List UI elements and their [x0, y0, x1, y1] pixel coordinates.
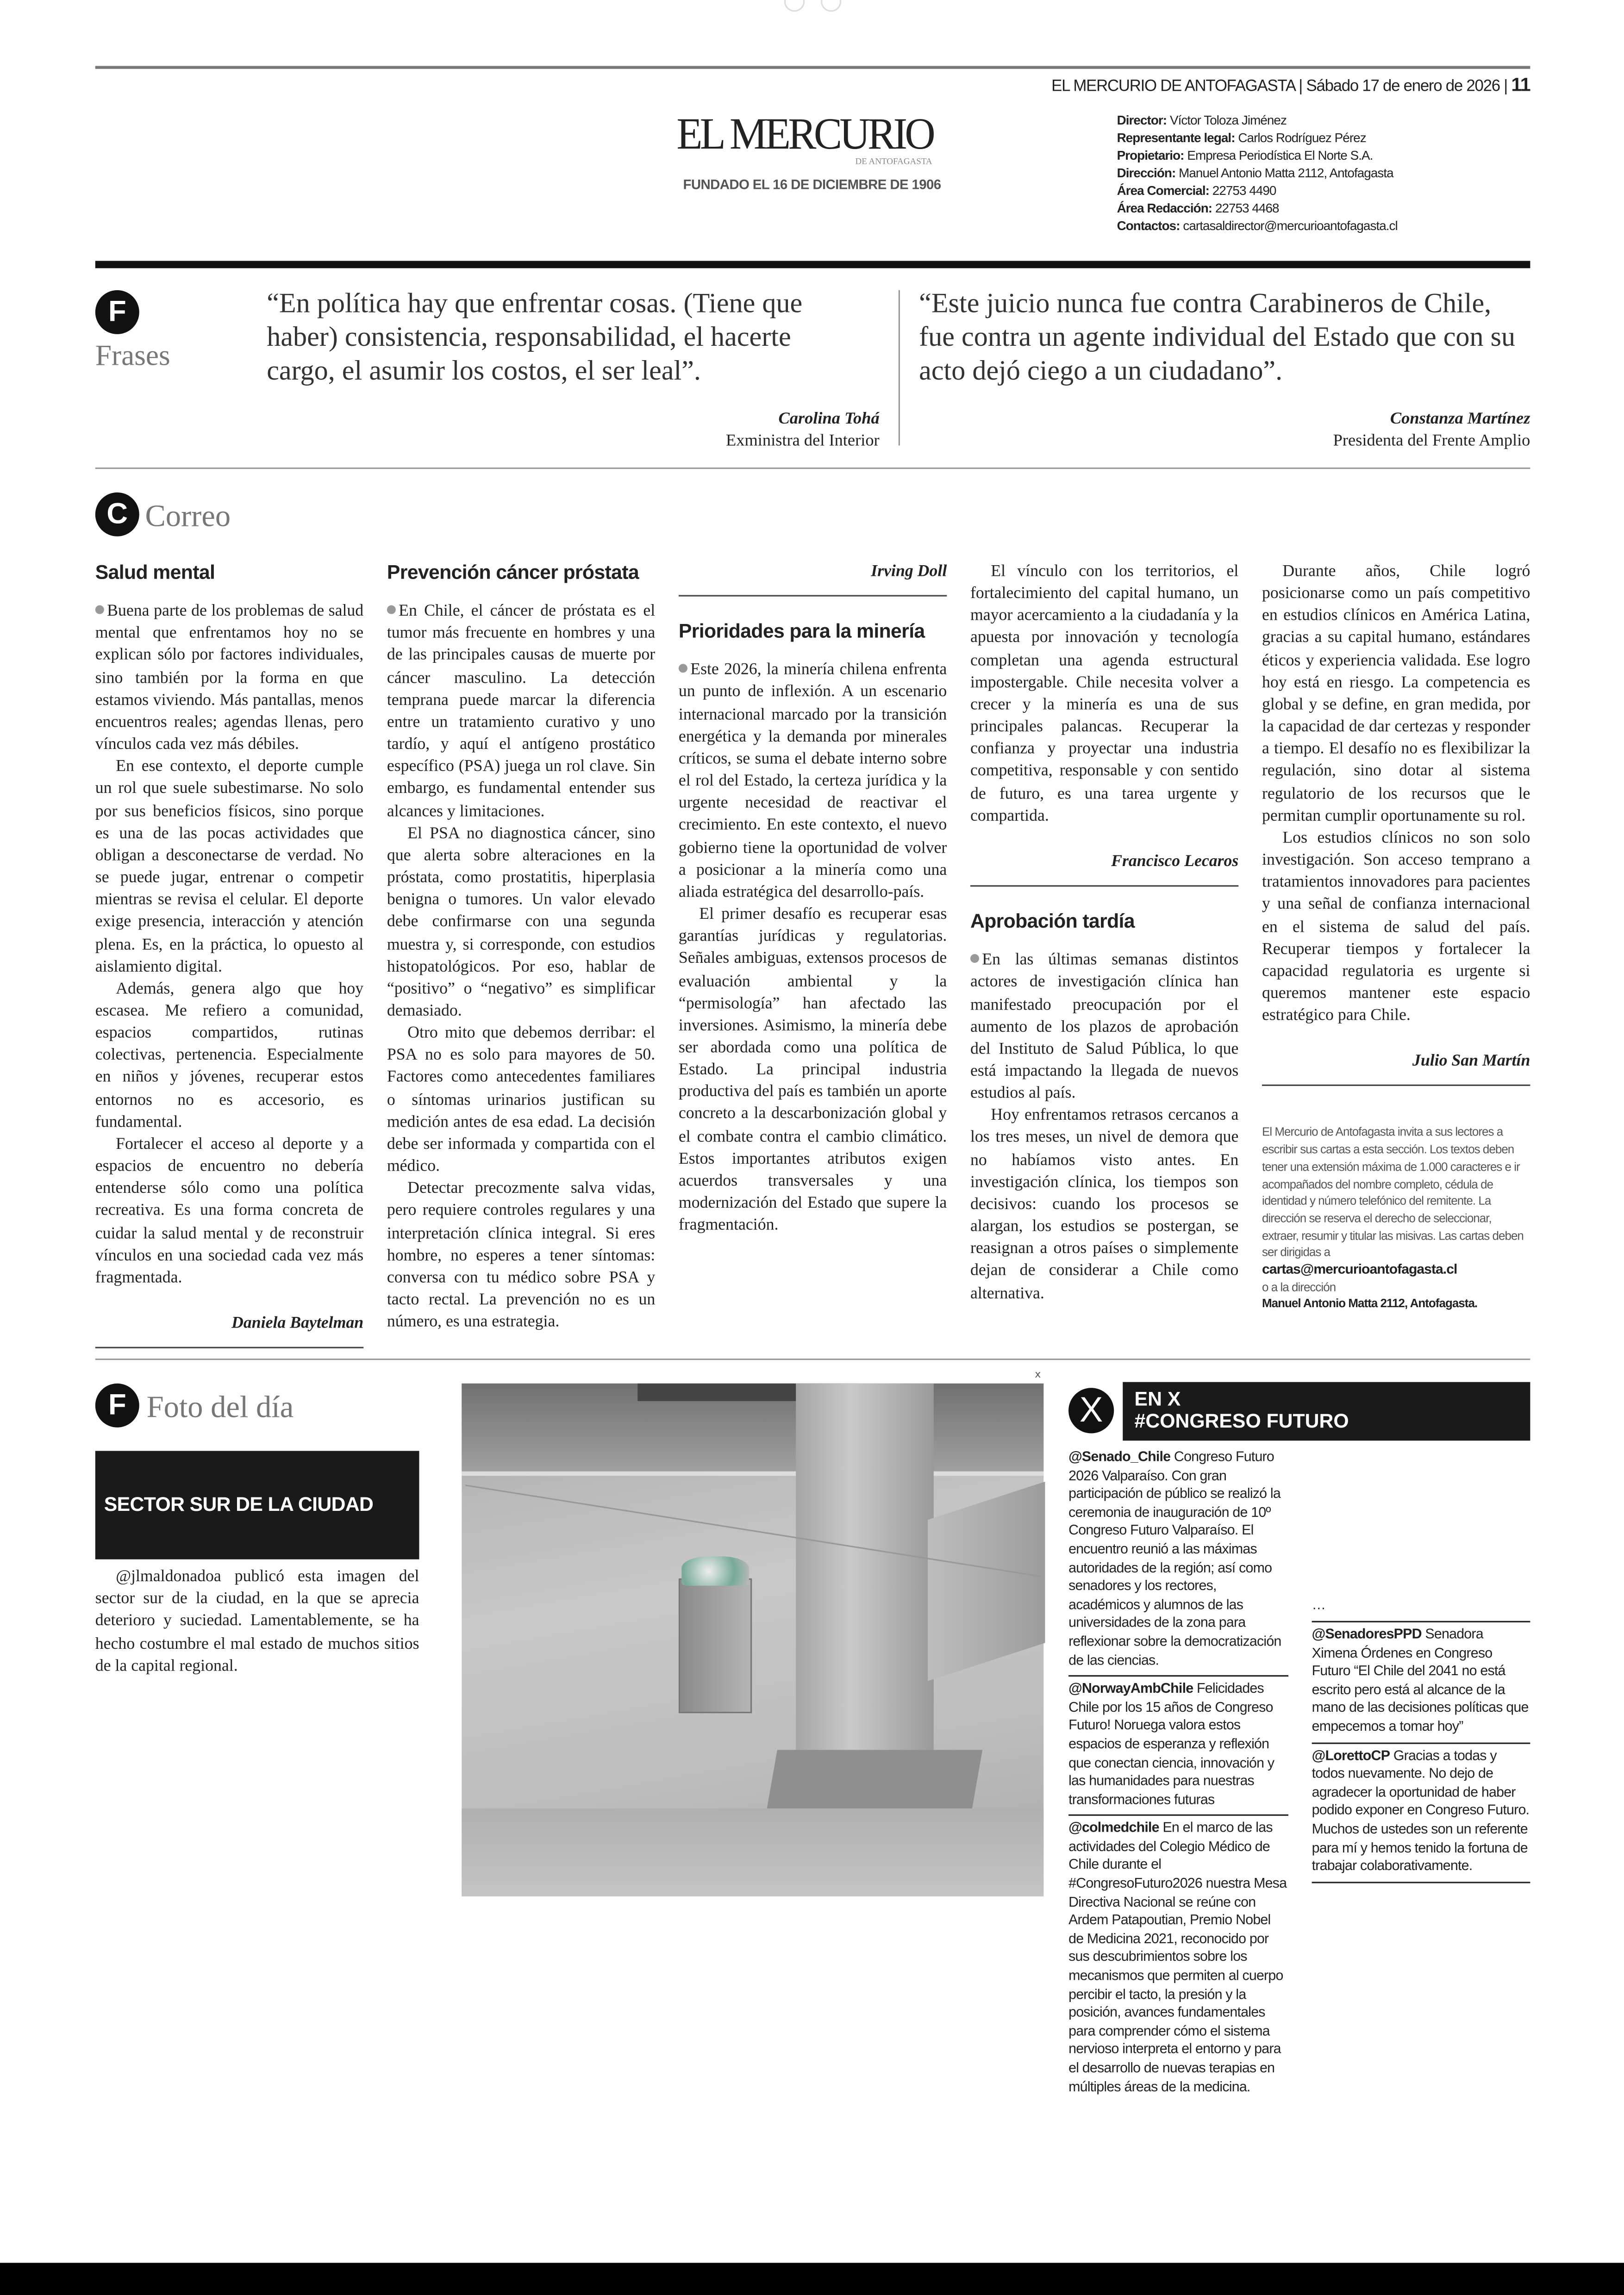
- text: En el marco de las actividades del Colegio Médico de Chile durante el #CongresoFuturo2026 nuestra Mesa Directiva Nacional se reúne con Ardem Patapoutian, Premio Nobel de Medicina 2021, reconocido por sus descubrimientos sobre los mecanismos que permiten al cuerpo percibir el tacto, la presión y la posición, avances fundamentales para comprender cómo el sistema nervioso interpreta el entorno y para el desarrollo de nuevas terapias en múltiples áreas de la medicina.: [1068, 1821, 1287, 2095]
- letter-column-4: [970, 561, 1238, 1305]
- text: El primer desafío es recuperar esas garantías jurídicas y regulatorias. Señales ambiguas, extensos procesos de evaluación ambiental y la “permisología” han afectado las inversiones. Asimismo, la minería debe ser abordada como una política de Estado. La principal industria productiva del país es también un aporte concreto a la descarbonización global y el combate contra el cambio climático. Estos importantes atributos exigen acuerdos transversales y una modernización del Estado que supere la fragmentación.: [678, 905, 947, 1235]
- decoration: [387, 601, 655, 823]
- logo: [674, 112, 935, 167]
- correo-title: Correo: [145, 498, 231, 534]
- decoration: [95, 605, 104, 614]
- foto-badge-icon: F: [95, 1384, 139, 1428]
- text: Presidenta del Frente Amplio: [1333, 432, 1530, 450]
- letters-email[interactable]: cartas@mercurioantofagasta.cl: [1262, 1262, 1457, 1278]
- decoration: [462, 1809, 1043, 1896]
- text: Representante legal:: [1117, 130, 1235, 145]
- text: Carlos Rodríguez Pérez: [1238, 130, 1366, 145]
- text: Hoy enfrentamos retrasos cercanos a los tres meses, un nivel de demora que no habíamos visto antes. En investigación clínica, los tiempos son decisivos: cuando los procesos se alargan, los estudios se postergan, se reasignan a otros países o simplemente dejan de considerar a Chile como alternativa.: [970, 1107, 1239, 1303]
- decoration: [1262, 1085, 1530, 1086]
- foto-title: Foto del día: [146, 1389, 294, 1425]
- letter-title: Aprobación tardía: [970, 910, 1135, 932]
- x-post-continued: …: [1312, 1598, 1326, 1615]
- x-posts-col-2: [1312, 1449, 1530, 1887]
- text: Área Comercial:: [1117, 183, 1209, 198]
- enx-header: [1123, 1382, 1530, 1441]
- text: Constanza Martínez: [1390, 410, 1530, 428]
- viewer-nav-prev[interactable]: [784, 0, 805, 12]
- text: Exministra del Interior: [726, 432, 880, 450]
- quote-text: “En política hay que enfrentar cosas. (Tiene que haber) consistencia, responsabilidad, el hacerte cargo, el asumir los costos, el ser leal”.: [267, 288, 803, 387]
- text: Además, genera algo que hoy escasea. Me refiero a comunidad, espacios compartidos, rutinas colectivas, pertenencia. Especialmente en niños y jóvenes, recuperar estos entornos no es accesorio, es fundamental.: [95, 980, 364, 1131]
- text: Manuel Antonio Matta 2112, Antofagasta.: [1262, 1297, 1478, 1311]
- quote-divider: [899, 290, 900, 446]
- letter-title: Prioridades para la minería: [678, 620, 925, 642]
- founded-line: FUNDADO EL 16 DE DICIEMBRE DE 1906: [683, 177, 941, 192]
- text: Otro mito que debemos derribar: el PSA no es solo para mayores de 50. Factores como antecedentes familiares o síntomas urinarios justifican su medición antes de esa edad. La decisión debe ser informada y compartida con el médico.: [387, 1024, 656, 1176]
- correo-badge-icon: C: [95, 493, 139, 536]
- section-rule: [95, 468, 1530, 469]
- text: El Mercurio de Antofagasta invita a sus lectores a escribir sus cartas a esta sección. Los textos deben tener una extensión máxima de 1.000 caracteres e ir acompañados del nombre completo, cédula de identidad y número telefónico del remitente. La dirección se reserva el derecho de seleccionar, extraer, resumir y titular las misivas. Las cartas deben ser dirigidas a: [1262, 1126, 1524, 1260]
- text: Carolina Tohá: [778, 410, 880, 428]
- decoration: [95, 601, 363, 757]
- letter-column-2: [387, 561, 655, 1335]
- frases-badge-icon: F: [95, 290, 139, 334]
- x-handle[interactable]: @colmedchile: [1068, 1821, 1159, 1837]
- letter-author: Daniela Baytelman: [231, 1314, 364, 1332]
- top-rule: [95, 66, 1530, 69]
- decoration: [679, 660, 947, 904]
- text: Manuel Antonio Matta 2112, Antofagasta: [1179, 165, 1393, 181]
- text: Este 2026, la minería chilena enfrenta un punto de inflexión. A un escenario internacional marcado por la transición energética y la demanda por minerales críticos, se suma el debate interno sobre el rol del Estado, la certeza jurídica y la urgente necesidad de reactivar el crecimiento. En este contexto, el nuevo gobierno tiene la oportunidad de volver a posicionar a la minería como una aliada estratégica del desarrollo-país.: [678, 661, 947, 901]
- photo-caption: @jlmaldonadoa publicó esta imagen del sector sur de la ciudad, en la que se aprecia deterioro y suciedad. Lamentablemente, se ha hecho costumbre el mal estado de muchos sitios de la capital regional.: [95, 1568, 419, 1675]
- masthead-director: [1117, 112, 1398, 129]
- text: El PSA no diagnostica cáncer, sino que alerta sobre alteraciones en la próstata, como prostatitis, hiperplasia benigna o tumores. Un valor elevado debe confirmarse con una segunda muestra y, si corresponde, con estudios histopatológicos. Por eso, hablar de “positivo” o “negativo” es simplificar demasiado.: [387, 824, 656, 1020]
- text: Los estudios clínicos no son solo investigación. Son acceso temprano a tratamientos innovadores para pacientes y una señal de confianza internacional en el sistema de salud del país. Recuperar tiempos y fortalecer la capacidad regulatoria es urgente si queremos mantener este espacio estratégico para Chile.: [1262, 829, 1530, 1025]
- text: Buena parte de los problemas de salud mental que enfrentamos hoy no se explican sólo por factores individuales, sino también por la forma en que estamos viviendo. Más pantallas, menos encuentros reales; agendas llenas, pero vínculos cada vez más débiles.: [95, 602, 364, 754]
- decoration: [462, 1472, 1043, 1476]
- text: Senadora Ximena Órdenes en Congreso Futuro “El Chile del 2041 no está escrito pero está al alcance de la mano de las decisiones políticas que empecemos a tomar hoy”: [1312, 1627, 1529, 1735]
- photo-of-the-day: [462, 1384, 1043, 1895]
- letter-column-1: [95, 561, 363, 1372]
- viewer-nav-next[interactable]: [821, 0, 841, 12]
- photo-box-title: SECTOR SUR DE LA CIUDAD: [95, 1451, 419, 1559]
- letter-title: Salud mental: [95, 561, 215, 584]
- paper-date: EL MERCURIO DE ANTOFAGASTA | Sábado 17 de enero de 2026 |: [1051, 77, 1507, 95]
- x-post: [1312, 1748, 1530, 1883]
- decoration: [679, 595, 947, 597]
- frases-title: Frases: [95, 340, 170, 373]
- trash-bin: [679, 1578, 752, 1713]
- letter-author: Irving Doll: [871, 562, 947, 580]
- letter-column-5: [1262, 561, 1530, 1314]
- text: En las últimas semanas distintos actores de investigación clínica han manifestado preocupación por el aumento de los plazos de aprobación del Instituto de Salud Pública, lo que está impactando la llegada de nuevos estudios al país.: [970, 951, 1239, 1103]
- decoration: [970, 950, 1238, 1105]
- decoration: [970, 885, 1238, 886]
- decoration: [681, 1556, 749, 1585]
- text: Gracias a todas y todos nuevamente. No dejo de agradecer la oportunidad de haber podido exponer en Congreso Futuro. Muchos de ustedes son un referente para mí y hemos tenido la fortuna de trabajar colaborativamente.: [1312, 1747, 1530, 1875]
- masthead-address: [1117, 164, 1398, 182]
- decoration: [970, 954, 979, 963]
- logo-subtitle: DE ANTOFAGASTA: [855, 158, 932, 167]
- text: Empresa Periodística El Norte S.A.: [1187, 148, 1373, 163]
- letter-author: Francisco Lecaros: [1111, 853, 1239, 871]
- text: Área Redacción:: [1117, 200, 1212, 216]
- decoration: [679, 664, 687, 673]
- text: Dirección:: [1117, 165, 1176, 181]
- masthead-legal: [1117, 129, 1398, 147]
- masthead-commercial: [1117, 182, 1398, 200]
- text: Propietario:: [1117, 148, 1184, 163]
- masthead-contact: [1117, 217, 1398, 235]
- date-line: [1051, 73, 1530, 95]
- x-handle[interactable]: @LorettoCP: [1312, 1747, 1390, 1764]
- text: Detectar precozmente salva vidas, pero requiere controles regulares y una interpretación clínica integral. Si eres hombre, no esperes a tener síntomas: conversa con tu médico sobre PSA y tacto rectal. La prevención no es un número, es una estrategia.: [387, 1180, 656, 1331]
- quote-attribution: [586, 409, 879, 453]
- x-logo-icon: X: [1068, 1388, 1114, 1433]
- x-handle[interactable]: @SenadoresPPD: [1312, 1627, 1422, 1643]
- bottom-bar: [0, 2263, 1624, 2295]
- decoration: [387, 605, 396, 614]
- logo-title: EL MERCURIO: [676, 110, 933, 160]
- x-post: [1068, 1821, 1288, 2095]
- text: Congreso Futuro 2026 Valparaíso. Con gran participación de público se realizó la ceremonia de inauguración de 10º Congreso Futuro Valparaíso. El encuentro reunió a las máximas autoridades de la región; así como senadores y los rectores, académicos y alumnos de las universidades de la zona para reflexionar sobre la democratización de las ciencias.: [1068, 1449, 1281, 1669]
- letter-author: Julio San Martín: [1412, 1053, 1530, 1071]
- decoration: [1312, 1449, 1530, 1622]
- x-post: [1312, 1627, 1530, 1743]
- x-handle[interactable]: @Senado_Chile: [1068, 1449, 1171, 1466]
- text: Director:: [1117, 112, 1167, 128]
- x-posts-col-1: [1068, 1449, 1288, 2095]
- bench: [928, 1482, 1045, 1681]
- text: EN X: [1134, 1388, 1181, 1410]
- x-post: [1068, 1681, 1288, 1816]
- quote-text: “Este juicio nunca fue contra Carabineros de Chile, fue contra un agente individual del Estado que con su acto dejó ciego a un ciudadano”.: [919, 288, 1516, 387]
- text: o a la dirección: [1262, 1280, 1336, 1294]
- text: Víctor Toloza Jiménez: [1169, 112, 1287, 128]
- quote-attribution: [1237, 409, 1530, 453]
- masthead: [1117, 112, 1398, 235]
- decoration: [95, 1347, 363, 1348]
- letter-title: Prevención cáncer próstata: [387, 561, 639, 584]
- text: En Chile, el cáncer de próstata es el tumor más frecuente en hombres y una de las principales causas de muerte por cáncer masculino. La detección temprana puede marcar la diferencia entre un tratamiento curativo y uno tardío, y aquí el antígeno prostático específico (PSA) juega un rol clave. Sin embargo, es fundamental entender sus alcances y limitaciones.: [387, 602, 656, 820]
- text: Fortalecer el acceso al deporte y a espacios de encuentro no debería entenderse sólo como una política recreativa. Es una forma concreta de cuidar la salud mental y de reconstruir vínculos en una sociedad cada vez más fragmentada.: [95, 1135, 364, 1287]
- text: En ese contexto, el deporte cumple un rol que suele subestimarse. No solo por sus beneficios físicos, sino porque es una de las pocas actividades que obligan a desconectarse de verdad. No se puede jugar, entrenar o competir mientras se revisa el celular. El deporte exige presencia, interacción y atención plena. Es, en la práctica, lo opuesto al aislamiento digital.: [95, 758, 364, 976]
- letter-column-3: [679, 561, 947, 1238]
- page-number: 11: [1511, 73, 1530, 95]
- masthead-newsroom: [1117, 200, 1398, 217]
- x-post: [1068, 1449, 1288, 1677]
- section-rule: [95, 1359, 1530, 1360]
- letters-notice: [1262, 1125, 1530, 1314]
- header-thick-rule: [95, 261, 1530, 268]
- text: Contactos:: [1117, 218, 1180, 233]
- text: Felicidades Chile por los 15 años de Congreso Futuro! Noruega valora estos espacios de esperanza y reflexión que conectan ciencia, innovación y las humanidades para nuestras transformaciones futuras: [1068, 1681, 1274, 1808]
- text: 22753 4468: [1215, 200, 1279, 216]
- text: El vínculo con los territorios, el fortalecimiento del capital humano, un mayor acercamiento a la ciudadanía y la apuesta por innovación y tecnología completan una agenda estructural impostergable. Chile necesita volver a crecer y la minería es una de sus principales palancas. Recuperar la confianza y proyectar una industria competitiva, responsable y con sentido de futuro, es una tarea urgente y compartida.: [970, 562, 1239, 825]
- text: Durante años, Chile logró posicionarse como un país competitivo en estudios clínicos en América Latina, gracias a su capital humano, estándares éticos y experiencia validada. Ese logro hoy está en riesgo. La competencia es global y se define, en gran medida, por la capacidad de dar certezas y responder a tiempo. El desafío no es flexibilizar la regulación, sino dotar al sistema regulatorio de los recursos que le permitan cumplir oportunamente su rol.: [1262, 562, 1530, 825]
- text: 22753 4490: [1212, 183, 1276, 198]
- text: #CONGRESO FUTURO: [1134, 1409, 1349, 1432]
- text: cartasaldirector@mercurioantofagasta.cl: [1183, 218, 1398, 233]
- close-icon[interactable]: x: [1035, 1369, 1041, 1381]
- masthead-owner: [1117, 147, 1398, 164]
- concrete-pillar: [796, 1384, 934, 1779]
- x-handle[interactable]: @NorwayAmbChile: [1068, 1681, 1193, 1697]
